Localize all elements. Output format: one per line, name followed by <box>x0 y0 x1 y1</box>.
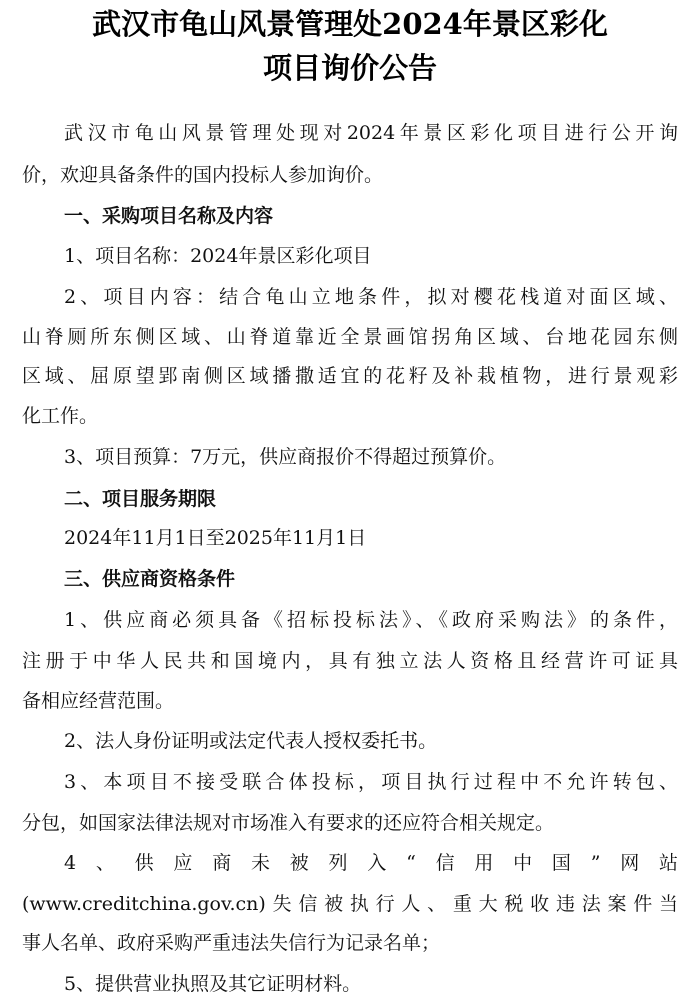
project-content-line-3: 区域、屈原望郢南侧区域播撒适宜的花籽及补栽植物，进行景观彩 <box>22 365 678 387</box>
qualification-1-line-1: 1、供应商必须具备《招标投标法》、《政府采购法》的条件， <box>64 609 678 631</box>
section-2-heading: 二、项目服务期限 <box>64 488 217 510</box>
qualification-4-line-1: 4、供应商未被列入“信用中国”网站 <box>64 852 678 874</box>
section-1-heading: 一、采购项目名称及内容 <box>64 205 274 227</box>
intro-paragraph-line-1: 武汉市龟山风景管理处现对2024年景区彩化项目进行公开询 <box>64 122 678 144</box>
qualification-3-line-2: 分包，如国家法律法规对市场准入有要求的还应符合相关规定。 <box>22 812 555 834</box>
qualification-1-line-2: 注册于中华人民共和国境内，具有独立法人资格且经营许可证具 <box>22 650 678 672</box>
document-title-line-2: 项目询价公告 <box>262 51 437 85</box>
project-content-line-4: 化工作。 <box>22 405 99 427</box>
service-period: 2024年11月1日至2025年11月1日 <box>64 527 367 549</box>
project-content-line-2: 山脊厕所东侧区域、山脊道靠近全景画馆拐角区域、台地花园东侧 <box>22 326 678 348</box>
qualification-2: 2、法人身份证明或法定代表人授权委托书。 <box>64 730 438 752</box>
qualification-3-line-1: 3、本项目不接受联合体投标，项目执行过程中不允许转包、 <box>64 771 678 793</box>
project-budget-item: 3、项目预算：7万元，供应商报价不得超过预算价。 <box>64 446 507 468</box>
qualification-4-line-3: 事人名单、政府采购严重违法失信行为记录名单； <box>22 932 441 954</box>
qualification-1-line-3: 备相应经营范围。 <box>22 690 175 712</box>
project-name-item: 1、项目名称：2024年景区彩化项目 <box>64 245 372 267</box>
qualification-5: 5、提供营业执照及其它证明材料。 <box>64 973 362 995</box>
project-content-line-1: 2、项目内容：结合龟山立地条件，拟对樱花栈道对面区域、 <box>64 286 678 308</box>
qualification-4-line-2: (www.creditchina.gov.cn)失信被执行人、重大税收违法案件当 <box>22 893 678 915</box>
document-title-line-1: 武汉市龟山风景管理处2024年景区彩化 <box>92 7 608 41</box>
intro-paragraph-line-2: 价，欢迎具备条件的国内投标人参加询价。 <box>22 164 384 186</box>
section-3-heading: 三、供应商资格条件 <box>64 568 236 590</box>
